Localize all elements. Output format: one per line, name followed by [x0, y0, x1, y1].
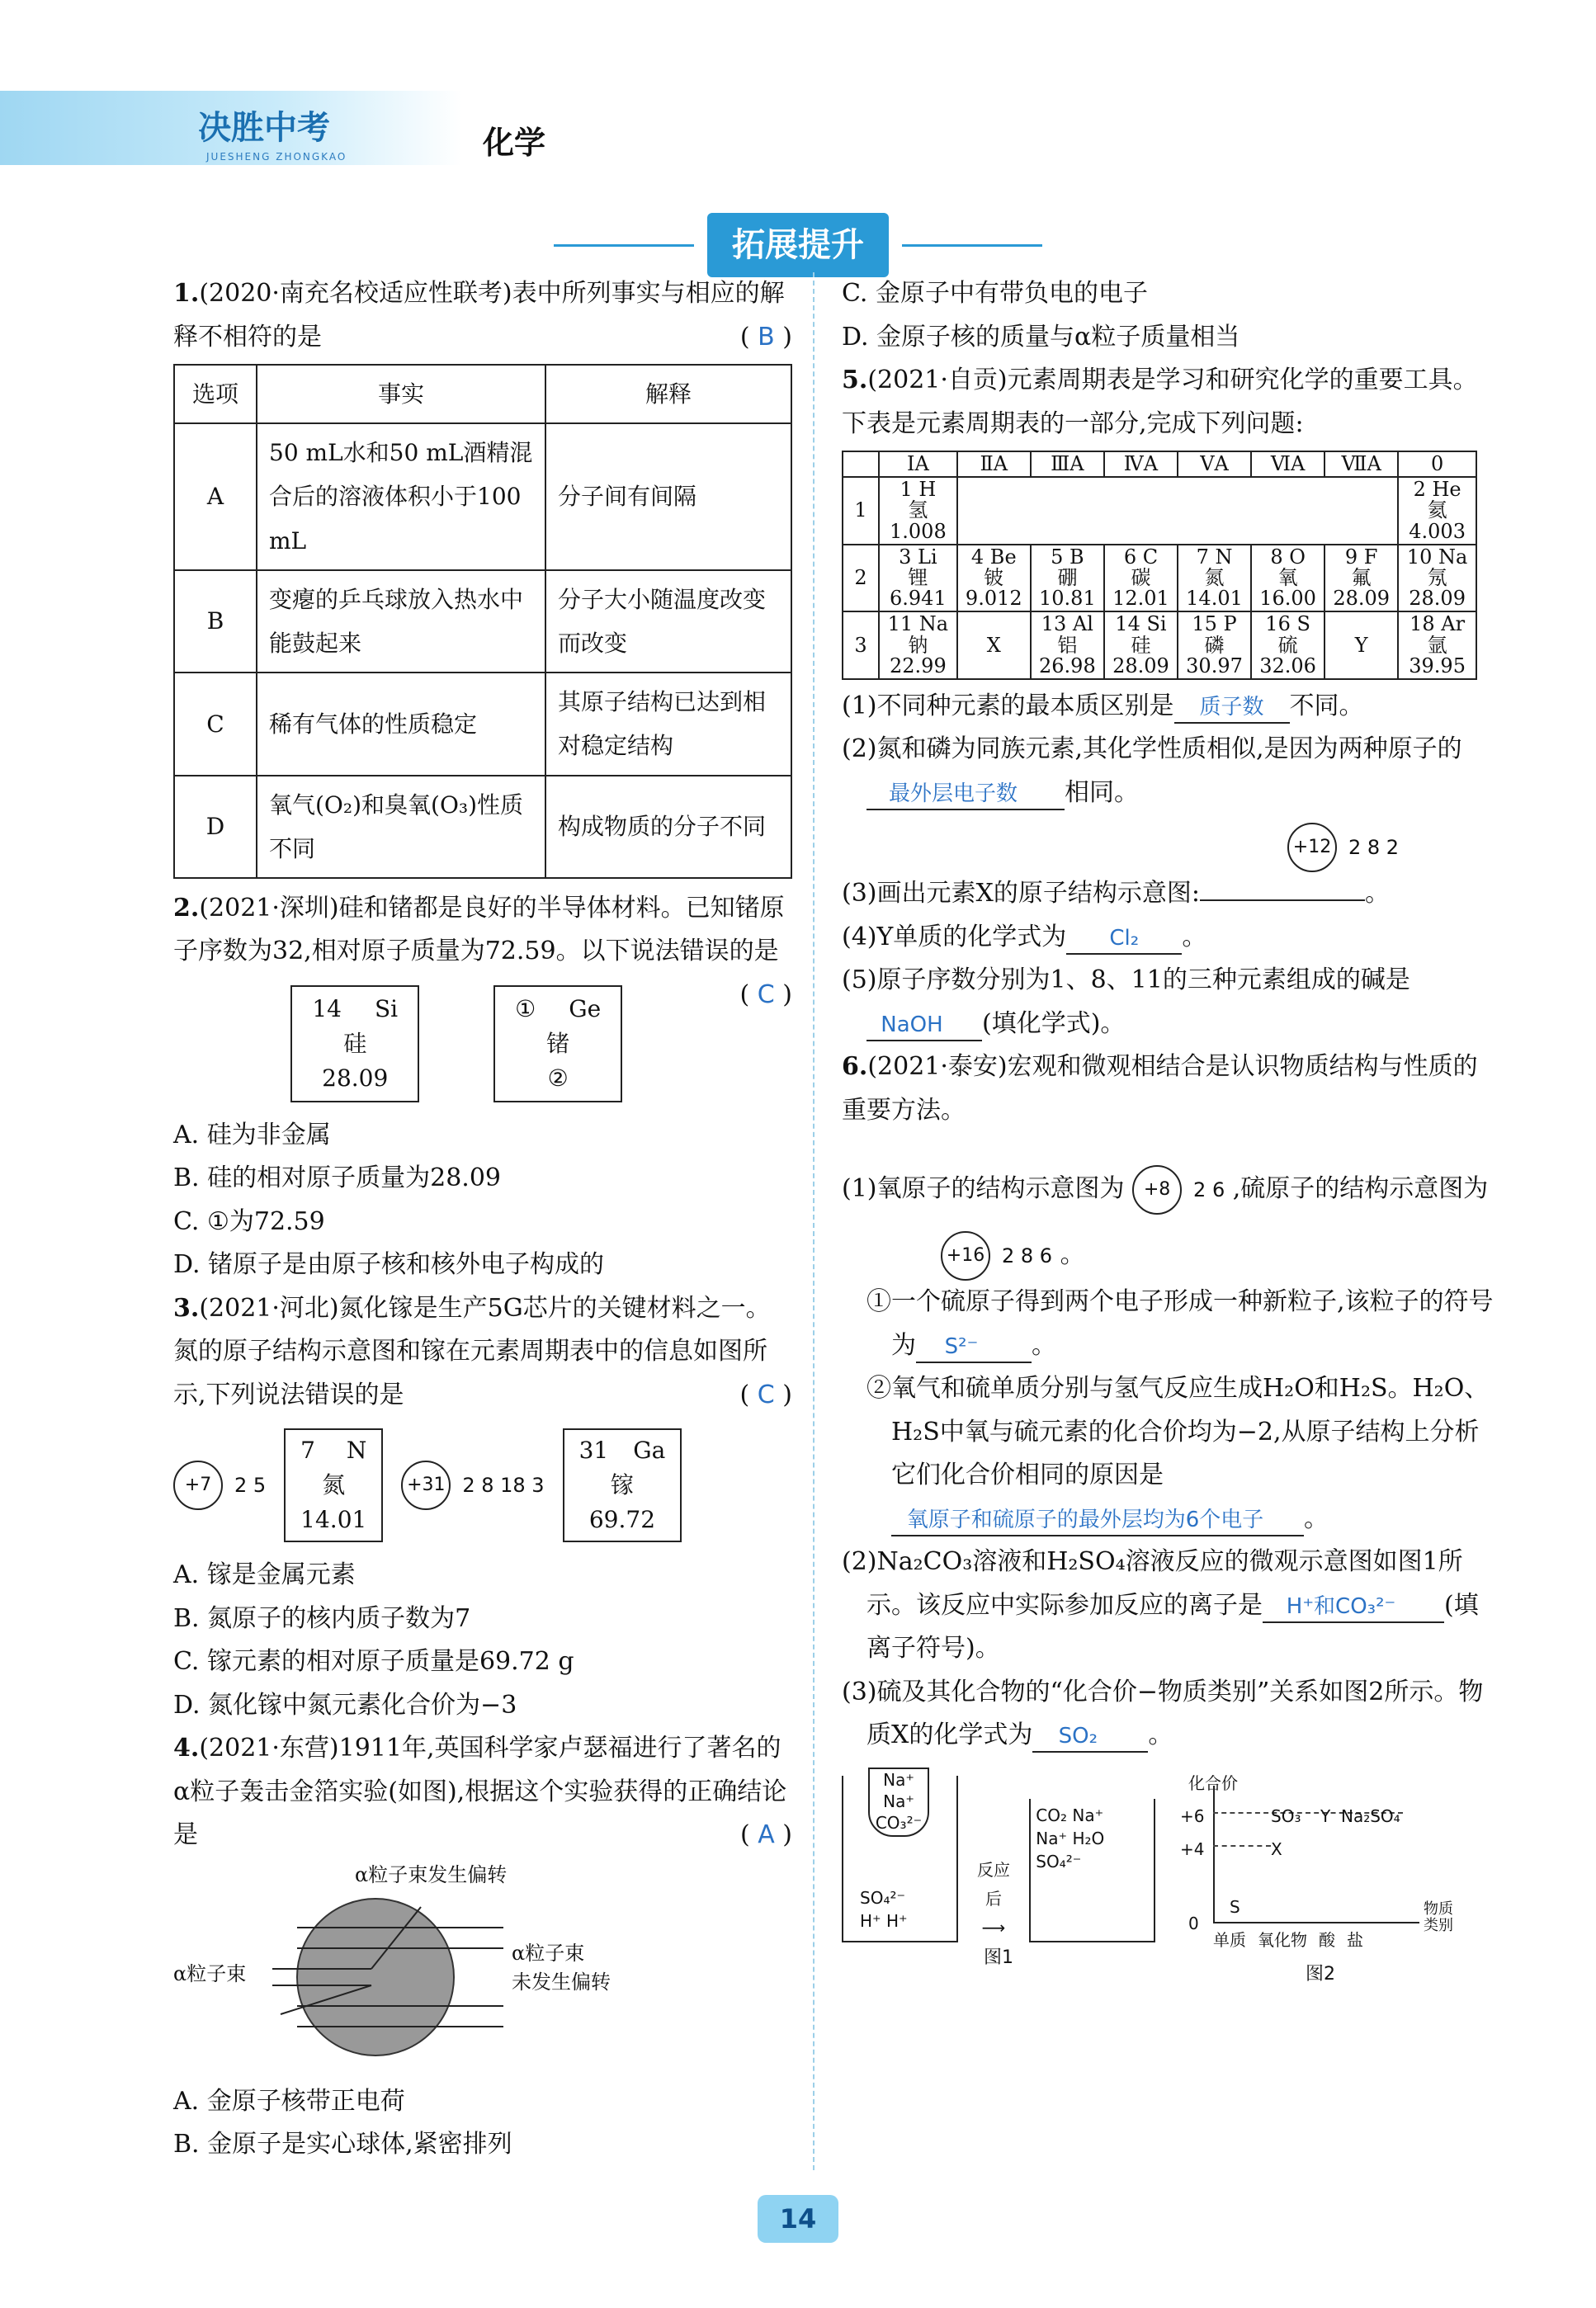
table-row: C 稀有气体的性质稳定 其原子结构已达到相对稳定结构 [174, 673, 791, 775]
q1-header-explanation: 解释 [545, 365, 791, 423]
title-line-right [902, 244, 1042, 247]
title-line-left [554, 244, 694, 247]
s-atom-diagram: +16 2 8 6 [941, 1231, 1052, 1281]
q4-stem: (2021·东营)1911年,英国科学家卢瑟福进行了著名的α粒子轰击金箔实验(如图),根据这个实验获得的正确结论是 [173, 1734, 787, 1850]
q3-option-c: C. 镓元素的相对原子质量是69.72 g [173, 1647, 574, 1677]
si-element-card: 14 Si 硅 28.09 [290, 985, 419, 1102]
q5-answer-x-atom: +12 2 8 2 [842, 823, 1494, 872]
beaker-after: CO₂ Na⁺ Na⁺ H₂O SO₄²⁻ [1029, 1799, 1155, 1942]
fig-label-beam: α粒子束 [173, 1961, 247, 1985]
figure-1-caption: 图1 [984, 1947, 1013, 1968]
q5-sub5-answer: NaOH [866, 1012, 982, 1041]
table-row: A 50 mL水和50 mL酒精混合后的溶液体积小于100 mL 分子间有间隔 [174, 423, 791, 570]
q6-sub3: (3)硫及其化合物的“化合价−物质类别”关系如图2所示。物质X的化学式为 SO₂ 。 [842, 1671, 1494, 1758]
q1-header-option: 选项 [174, 365, 257, 423]
figure-2: 化合价 +6 +4 0 SO₃ Y Na₂SO₄ X S 物质类别 单质 氧化物 酸 盐 图2 [1180, 1769, 1461, 1991]
right-column [842, 272, 1494, 1990]
q2-stem: (2021·深圳)硅和锗都是良好的半导体材料。已知锗原子序数为32,相对原子质量为72.59。以下说法错误的是 [173, 893, 785, 966]
periodic-table: ⅠA ⅡA ⅢA ⅣA ⅤA ⅥA ⅦA 0 1 1 H 氢 1.008 2 He 氦 4.003 2 3 Li 锂 6.941 4 Be 铍 9.012 5 B 硼 10.81 6 C 碳 12.01 7 N 氮 14.01 8 O 氧 16.00 9 F 氟 28.09 10 Na 氖 28.09 3 11 Na 钠 22.99 X 13 Al 铝 26.98 14 Si 硅 28.09 15 P 磷 30.97 16 S 硫 32.06 Y 18 Ar 氩 39.95 [842, 451, 1477, 680]
q6-sub1b-answer: 氧原子和硫原子的最外层均为6个电子 [891, 1507, 1304, 1536]
ga-atom-diagram: +31 2 8 18 3 [401, 1461, 544, 1510]
q3-stem: (2021·河北)氮化镓是生产5G芯片的关键材料之一。氮的原子结构示意图和镓在元素周期表中的信息如图所示,下列说法错误的是 [173, 1293, 771, 1409]
table-row: 3 11 Na 钠 22.99 X 13 Al 铝 26.98 14 Si 硅 28.09 15 P 磷 30.97 16 S 硫 32.06 Y 18 Ar 氩 39.95 [843, 611, 1476, 679]
q2-option-c: C. ①为72.59 [173, 1206, 325, 1236]
q5-stem: (2021·自贡)元素周期表是学习和研究化学的重要工具。下表是元素周期表的一部分,完成下列问题: [842, 366, 1478, 438]
q6-sub1-s-atom: +16 2 8 6 。 [842, 1231, 1494, 1281]
q5-sub2-answer: 最外层电子数 [866, 781, 1065, 810]
q5-sub4-answer: Cl₂ [1066, 925, 1182, 955]
section-title [0, 213, 1596, 277]
q1-number: 1. [173, 279, 200, 308]
question-2: 2.(2021·深圳)硅和锗都是良好的半导体材料。已知锗原子序数为32,相对原子质量为72.59。以下说法错误的是 ( C ) 14 Si 硅 28.09 ① Ge 锗 ② A. 硅为非金属 B. 硅的相对原子质量为28.09 C. ①为72.59 D. 锗原子是由原子核和核外电子构成的 [173, 887, 792, 1287]
q6-sub1a-answer: S²⁻ [916, 1333, 1032, 1363]
q5-sub2: (2)氮和磷为同族元素,其化学性质相似,是因为两种原子的最外层电子数 相同。 [842, 728, 1494, 814]
q2-option-a: A. 硅为非金属 [173, 1120, 331, 1149]
q2-answer: ( C ) [739, 979, 792, 1009]
subject-title: 化学 [483, 125, 546, 161]
figure-1 [842, 1769, 1155, 1991]
ge-element-card: ① Ge 锗 ② [493, 985, 622, 1102]
table-row: 2 3 Li 锂 6.941 4 Be 铍 9.012 5 B 硼 10.81 6 C 碳 12.01 7 N 氮 14.01 8 O 氧 16.00 9 F 氟 28.09 10 Na 氖 28.09 [843, 545, 1476, 612]
n-element-card: 7 N 氮 14.01 [284, 1428, 383, 1542]
fig-label-deflected: α粒子束发生偏转 [355, 1862, 508, 1886]
q5-sub1: (1)不同种元素的最本质区别是 质子数 不同。 [842, 685, 1494, 729]
figure-2-caption: 图2 [1306, 1963, 1335, 1985]
q3-figure [173, 1428, 792, 1542]
q5-sub3: (3)画出元素X的原子结构示意图: 。 [842, 879, 1390, 909]
table-row: 1 1 H 氢 1.008 2 He 氦 4.003 [843, 477, 1476, 545]
q6-sub2: (2)Na₂CO₃溶液和H₂SO₄溶液反应的微观示意图如图1所示。该反应中实际参加反应的离子是 H⁺和CO₃²⁻ (填离子符号)。 [842, 1547, 1479, 1664]
q2-element-cards [173, 985, 740, 1102]
q1-answer: ( B ) [739, 322, 792, 352]
table-row: B 变瘪的乒乓球放入热水中能鼓起来 分子大小随温度改变而改变 [174, 570, 791, 673]
q6-sub3-answer: SO₂ [1032, 1723, 1148, 1753]
q6-sub1b: ②氧气和硫单质分别与氢气反应生成H₂O和H₂S。H₂O、H₂S中氧与硫元素的化合价均为−2,从原子结构上分析它们化合价相同的原因是氧原子和硫原子的最外层均为6个电子 。 [842, 1367, 1494, 1541]
q1-header-fact: 事实 [257, 365, 545, 423]
column-divider [813, 272, 815, 2170]
reaction-arrow: 反应后 ⟶ [977, 1859, 1010, 1937]
q6-sub1: (1)氧原子的结构示意图为 +8 2 6 ,硫原子的结构示意图为 [842, 1165, 1494, 1215]
ga-element-card: 31 Ga 镓 69.72 [563, 1428, 682, 1542]
question-6: 6.(2021·泰安)宏观和微观相结合是认识物质结构与性质的重要方法。 (1)氧原子的结构示意图为 +8 2 6 ,硫原子的结构示意图为 +16 2 8 6 。 ①一个硫原子得到两个电子形成一种新粒子,该粒子的符号为 S²⁻ 。 ②氧气和硫单质分别与氢气反应生成H₂O和H₂S。H₂O、H₂S中氧与硫元素的化合价均为−2,从原子结构上分析它们化合价相同的原因是氧原子和硫原子的最外层均为6个电子 。 (2)Na₂CO₃溶液和H₂SO₄溶液反应的微观示意图如图1所示。该反应中实际参加反应的离子是 H⁺和CO₃²⁻ (填离子符号)。 (3)硫及其化合物的“化合价−物质类别”关系如图2所示。物质X的化学式为 SO₂ 。 Na⁺ Na⁺ CO₃²⁻ SO₄²⁻ H⁺ H⁺ 反应后 ⟶ CO₂ Na⁺ Na⁺ H₂O SO₄²⁻ 图1 化合价 +6 +4 0 SO₃ Y Na₂SO₄ X S 物质类别 单质 氧化物 酸 盐 图2 [842, 1045, 1494, 1990]
question-3: 3.(2021·河北)氮化镓是生产5G芯片的关键材料之一。氮的原子结构示意图和镓在元素周期表中的信息如图所示,下列说法错误的是 ( C ) +7 2 5 7 N 氮 14.01 +31 2 8 18 3 31 Ga 镓 69.72 A. 镓是金属元素 B. 氮原子的核内质子数为7 C. 镓元素的相对原子质量是69.72 g D. 氮化镓中氮元素化合价为−3 [173, 1287, 792, 1728]
q5-sub4: (4)Y单质的化学式为 Cl₂ 。 [842, 916, 1494, 960]
q4-answer: ( A ) [739, 1820, 792, 1850]
q2-option-d: D. 锗原子是由原子核和核外电子构成的 [173, 1250, 605, 1280]
beaker-before: Na⁺ Na⁺ CO₃²⁻ SO₄²⁻ H⁺ H⁺ [842, 1776, 958, 1942]
q3-option-d: D. 氮化镓中氮元素化合价为−3 [173, 1690, 517, 1720]
book-logo-subtitle: JUESHENG ZHONGKAO [206, 151, 347, 163]
q4-option-b: B. 金原子是实心球体,紧密排列 [173, 2130, 512, 2159]
dropper: Na⁺ Na⁺ CO₃²⁻ [868, 1768, 929, 1837]
q6-figures [842, 1769, 1494, 1991]
question-4: 4.(2021·东营)1911年,英国科学家卢瑟福进行了著名的α粒子轰击金箔实验(如图),根据这个实验获得的正确结论是 ( A ) α粒子束发生偏转 α粒子束 α粒子束 未发生偏转 A. 金原子核带正电荷 B. 金原子是实心球体,紧密排列 [173, 1727, 792, 2167]
q3-answer: ( C ) [739, 1380, 792, 1409]
fig-label-undeflected: 未发生偏转 [512, 1970, 611, 1994]
question-5: 5.(2021·自贡)元素周期表是学习和研究化学的重要工具。下表是元素周期表的一部分,完成下列问题: ⅠA ⅡA ⅢA ⅣA ⅤA ⅥA ⅦA 0 1 1 H 氢 1.008 2 He 氦 4.003 2 3 Li 锂 6.941 4 Be 铍 9.012 5 B 硼 10.81 6 C 碳 12.01 7 N 氮 14.01 8 O 氧 16.00 9 F 氟 28.09 10 Na 氖 28.09 3 11 Na 钠 22.99 X 13 Al 铝 26.98 14 Si 硅 28.09 15 P 磷 30.97 16 S 硫 32.06 Y 18 Ar 氩 39.95 (1)不同种元素的最本质区别是 质子数 不同。 (2)氮和磷为同族元素,其化学性质相似,是因为两种原子的最外层电子数 相同。 +12 2 8 2 (3)画出元素X的原子结构示意图: 。 (4)Y单质的化学式为 Cl₂ 。 (5)原子序数分别为1、8、11的三种元素组成的碱是NaOH (填化学式)。 [842, 359, 1494, 1045]
gold-foil-diagram [173, 1890, 520, 2080]
q4-option-d: D. 金原子核的质量与α粒子质量相当 [842, 322, 1240, 352]
q1-stem: (2020·南充名校适应性联考)表中所列事实与相应的解释不相符的是 [173, 279, 785, 352]
q6-sub1a: ①一个硫原子得到两个电子形成一种新粒子,该粒子的符号为 S²⁻ 。 [842, 1281, 1494, 1367]
q4-option-c: C. 金原子中有带负电的电子 [842, 279, 1148, 308]
q1-table [173, 364, 792, 879]
left-column [173, 272, 792, 2167]
question-1 [173, 272, 792, 879]
q2-option-b: B. 硅的相对原子质量为28.09 [173, 1163, 502, 1193]
n-atom-diagram: +7 2 5 [173, 1461, 266, 1510]
book-logo: 决胜中考 [198, 109, 330, 147]
q3-option-a: A. 镓是金属元素 [173, 1560, 356, 1590]
fig-label-beam-right: α粒子束 [512, 1941, 585, 1965]
page-number: 14 [758, 2195, 838, 2243]
q6-stem: (2021·泰安)宏观和微观相结合是认识物质结构与性质的重要方法。 [842, 1052, 1478, 1125]
q6-sub2-answer: H⁺和CO₃²⁻ [1263, 1593, 1444, 1623]
o-atom-diagram: +8 2 6 [1132, 1165, 1225, 1215]
table-row: D 氧气(O₂)和臭氧(O₃)性质不同 构成物质的分子不同 [174, 776, 791, 878]
q5-sub1-answer: 质子数 [1174, 694, 1290, 724]
q4-option-a: A. 金原子核带正电荷 [173, 2086, 405, 2116]
rutherford-figure [173, 1857, 792, 2080]
q3-option-b: B. 氮原子的核内质子数为7 [173, 1603, 471, 1633]
q5-sub5: (5)原子序数分别为1、8、11的三种元素组成的碱是NaOH (填化学式)。 [842, 959, 1494, 1045]
section-badge: 拓展提升 [707, 213, 889, 277]
